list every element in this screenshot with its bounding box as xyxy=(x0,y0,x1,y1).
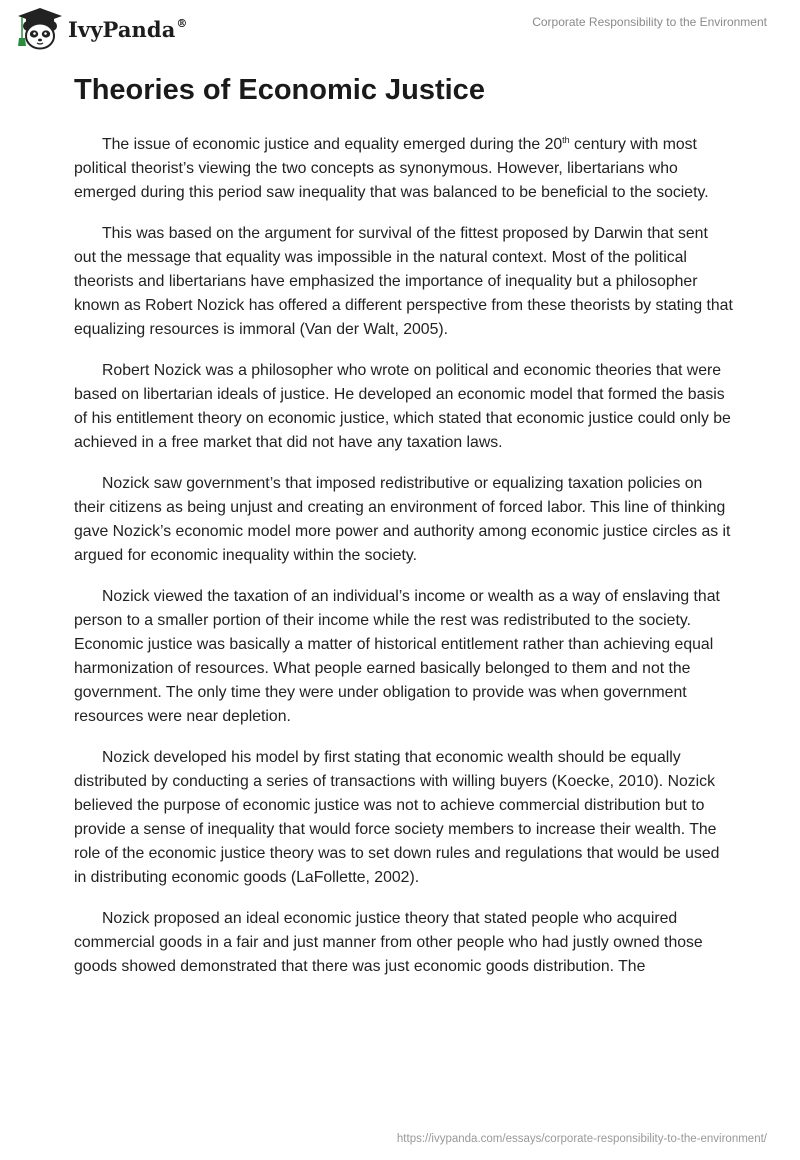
paragraph-4: Nozick saw government’s that imposed redistributive or equalizing taxation policies on their citizens as being unjust and creating an environment of forced labor. This line of thinking gave Nozick’s economic model more power and authority among economic justice circles as it argued for economic inequality within the society. xyxy=(74,475,731,564)
footer-source-url[interactable]: https://ivypanda.com/essays/corporate-responsibility-to-the-environment/ xyxy=(396,1133,767,1145)
paragraph-5: Nozick viewed the taxation of an individual’s income or wealth as a way of enslaving that person to a smaller portion of their income while the rest was redistributed to the society. Economic justice was basically a matter of historical entitlement rather than achieving equal harmonization of resources. What people earned basically belonged to them and not the government. The only time they were under obligation to provide was when government resources were near depletion. xyxy=(74,588,720,725)
brand-name-text: IvyPanda xyxy=(68,16,176,42)
article-body xyxy=(74,133,734,996)
page-header xyxy=(0,0,800,60)
paragraph-1 xyxy=(74,133,734,205)
paragraph-2: This was based on the argument for survival of the fittest proposed by Darwin that sent out the message that equality was impossible in the natural context. Most of the political theorists and libertarians have emphasized the importance of inequality but a philosopher known as Robert Nozick has offered a different perspective from these theorists by stating that equalizing resources is immoral (Van der Walt, 2005). xyxy=(74,225,733,338)
paragraph-1-text-end: century with most political theorist’s viewing the two concepts as synonymous. However, libertarians who emerged during this period saw inequality that was balanced to be beneficial to the society. xyxy=(74,136,709,201)
paragraph-6: Nozick developed his model by first stating that economic wealth should be equally distributed by conducting a series of transactions with willing buyers (Koecke, 2010). Nozick believed the purpose of economic justice was not to achieve commercial distribution but to provide a sense of inequality that would force society members to increase their wealth. The role of the economic justice theory was to set down rules and regulations that would be used in distributing economic goods (LaFollette, 2002). xyxy=(74,749,720,886)
brand-name xyxy=(68,17,188,42)
brand-logo[interactable] xyxy=(14,6,188,52)
paragraph-3: Robert Nozick was a philosopher who wrote on political and economic theories that were based on libertarian ideals of justice. He developed an economic model that formed the basis of his entitlement theory on economic justice, which stated that economic justice could only be achieved in a free market that did not have any taxation laws. xyxy=(74,362,731,451)
header-document-title: Corporate Responsibility to the Environment xyxy=(532,15,767,29)
page-title: Theories of Economic Justice xyxy=(74,74,485,106)
ordinal-superscript: th xyxy=(562,135,570,145)
registered-mark: ® xyxy=(176,16,188,30)
paragraph-1-text-start: The issue of economic justice and equality emerged during the 20 xyxy=(102,136,563,153)
paragraph-7: Nozick proposed an ideal economic justice theory that stated people who acquired commercial goods in a fair and just manner from other people who had justly owned those goods showed demonstrated that there was just economic goods distribution. The xyxy=(74,910,703,975)
panda-mascot-icon xyxy=(14,6,62,52)
